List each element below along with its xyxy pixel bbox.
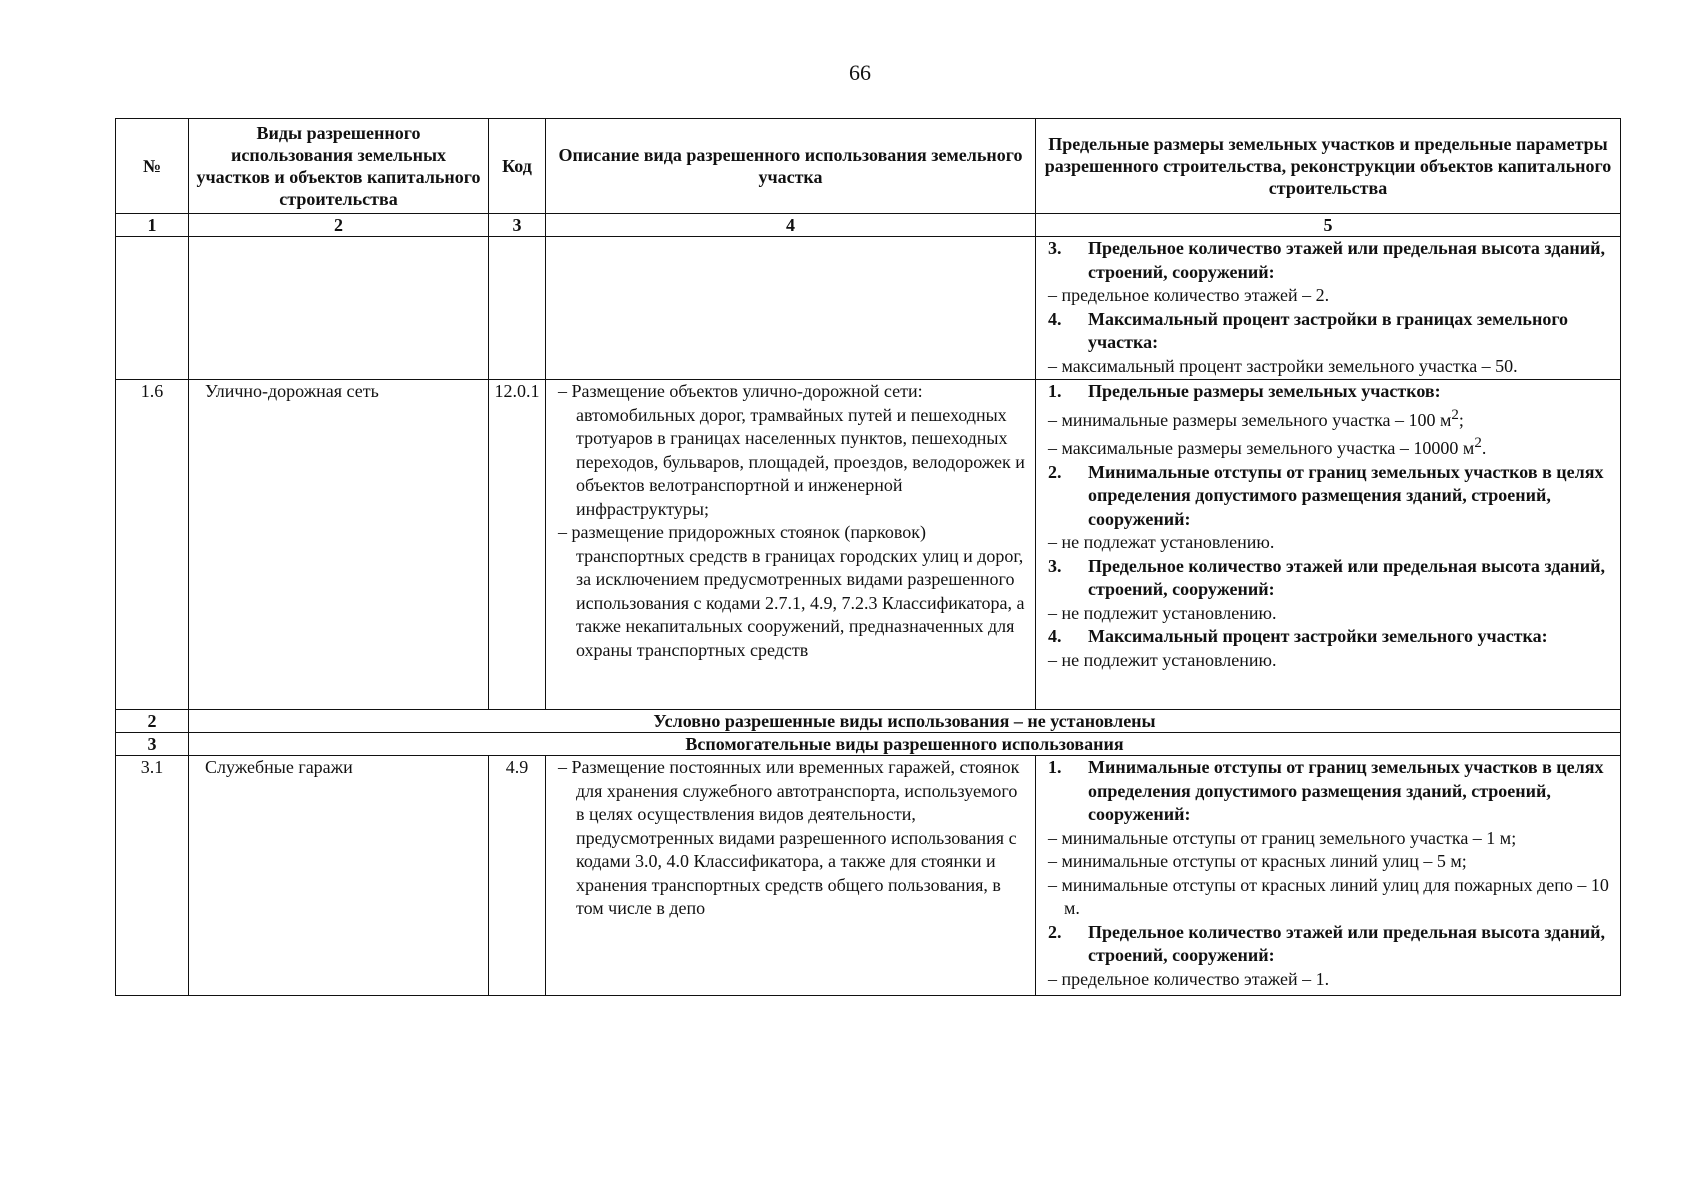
row-number: 3.1 (116, 756, 189, 996)
header-description: Описание вида разрешенного использования земельного участка (546, 119, 1036, 214)
param-value: – предельное количество этажей – 2. (1048, 285, 1330, 305)
empty-cell (116, 237, 189, 380)
row-number: 1.6 (116, 380, 189, 710)
param-heading: 4. Максимальный процент застройки земельного участка: (1048, 626, 1548, 646)
section-row-2 (116, 710, 1621, 733)
param-heading: 4. Максимальный процент застройки в границах земельного участка: (1048, 308, 1569, 352)
use-code: 12.0.1 (489, 380, 546, 710)
param-value: – минимальные отступы от красных линий улиц для пожарных депо – 10 м. (1048, 874, 1609, 918)
header-code: Код (489, 119, 546, 214)
empty-cell (546, 237, 1036, 380)
column-numbers-row (116, 214, 1621, 237)
use-type-name: Служебные гаражи (189, 756, 489, 996)
param-value: – не подлежит установлению. (1048, 602, 1277, 623)
param-value: – максимальный процент застройки земельного участка – 50. (1048, 355, 1518, 376)
empty-cell (189, 237, 489, 380)
param-heading: 3. Предельное количество этажей или предельная высота зданий, строений, сооружений: (1048, 238, 1606, 282)
section-title: Вспомогательные виды разрешенного использования (189, 733, 1621, 756)
param-heading: 2. Предельное количество этажей или предельная высота зданий, строений, сооружений: (1048, 921, 1606, 965)
section-title: Условно разрешенные виды использования – не установлены (189, 710, 1621, 733)
param-value: – не подлежат установлению. (1048, 532, 1275, 552)
table-row-3-1 (116, 756, 1621, 996)
page-number: 66 (849, 60, 871, 85)
header-use-types: Виды разрешенного использования земельных участков и объектов капитального строительства (189, 119, 489, 214)
column-number: 1 (116, 214, 189, 237)
header-parameters: Предельные размеры земельных участков и предельные параметры разрешенного строительства, реконструкции объектов капитального строительства (1036, 119, 1621, 214)
param-heading: 3. Предельное количество этажей или предельная высота зданий, строений, сооружений: (1048, 555, 1606, 599)
table-row-1-6 (116, 380, 1621, 710)
param-value: – предельное количество этажей – 1. (1048, 968, 1330, 989)
column-number: 2 (189, 214, 489, 237)
params-cell (1036, 380, 1621, 710)
land-use-table (115, 118, 1621, 996)
use-type-name: Улично-дорожная сеть (189, 380, 489, 710)
param-heading: 1. Минимальные отступы от границ земельных участков в целях определения допустимого размещения зданий, строений, сооружений: (1048, 757, 1604, 824)
section-number: 2 (116, 710, 189, 733)
params-cell (1036, 237, 1621, 380)
param-value: – максимальные размеры земельного участка – 10000 $м^2$. (1048, 435, 1487, 458)
empty-cell (489, 237, 546, 380)
section-row-3 (116, 733, 1621, 756)
params-cell (1036, 756, 1621, 996)
column-number: 3 (489, 214, 546, 237)
column-number: 5 (1036, 214, 1621, 237)
param-value: – не подлежит установлению. (1048, 649, 1277, 670)
use-description (546, 380, 1036, 710)
param-value: – минимальные отступы от границ земельного участка – 1 м; (1048, 827, 1517, 848)
use-description (546, 756, 1036, 996)
param-value: – минимальные отступы от красных линий улиц – 5 м; (1048, 851, 1467, 871)
description-item: – размещение придорожных стоянок (парковок) транспортных средств в границах городских улиц и дорог, за исключением предусмотренных видами разрешенного использования с кодами 2.7.1, 4.9, 7.2.3 Классификатора, а также некапитальных сооружений, предназначенных для охраны транспортных средств (558, 522, 1025, 660)
description-item: – Размещение постоянных или временных гаражей, стоянок для хранения служебного автотранспорта, используемого в целях осуществления видов деятельности, предусмотренных видами разрешенного использования с кодами 3.0, 4.0 Классификатора, а также для стоянки и хранения транспортных средств общего пользования, в том числе в депо (558, 757, 1020, 918)
param-heading: 2. Минимальные отступы от границ земельных участков в целях определения допустимого размещения зданий, строений, сооружений: (1048, 461, 1604, 529)
param-heading: 1. Предельные размеры земельных участков: (1048, 381, 1441, 401)
table-header-row (116, 119, 1621, 214)
table-row-continuation (116, 237, 1621, 380)
section-number: 3 (116, 733, 189, 756)
param-value: – минимальные размеры земельного участка – 100 $м^2$; (1048, 406, 1464, 430)
column-number: 4 (546, 214, 1036, 237)
use-code: 4.9 (489, 756, 546, 996)
description-item: – Размещение объектов улично-дорожной сети: автомобильных дорог, трамвайных путей и пешеходных тротуаров в границах населенных пунктов, пешеходных переходов, бульваров, площадей, проездов, велодорожек и объектов велотранспортной и инженерной инфраструктуры; (558, 381, 1025, 519)
header-number: № (116, 119, 189, 214)
